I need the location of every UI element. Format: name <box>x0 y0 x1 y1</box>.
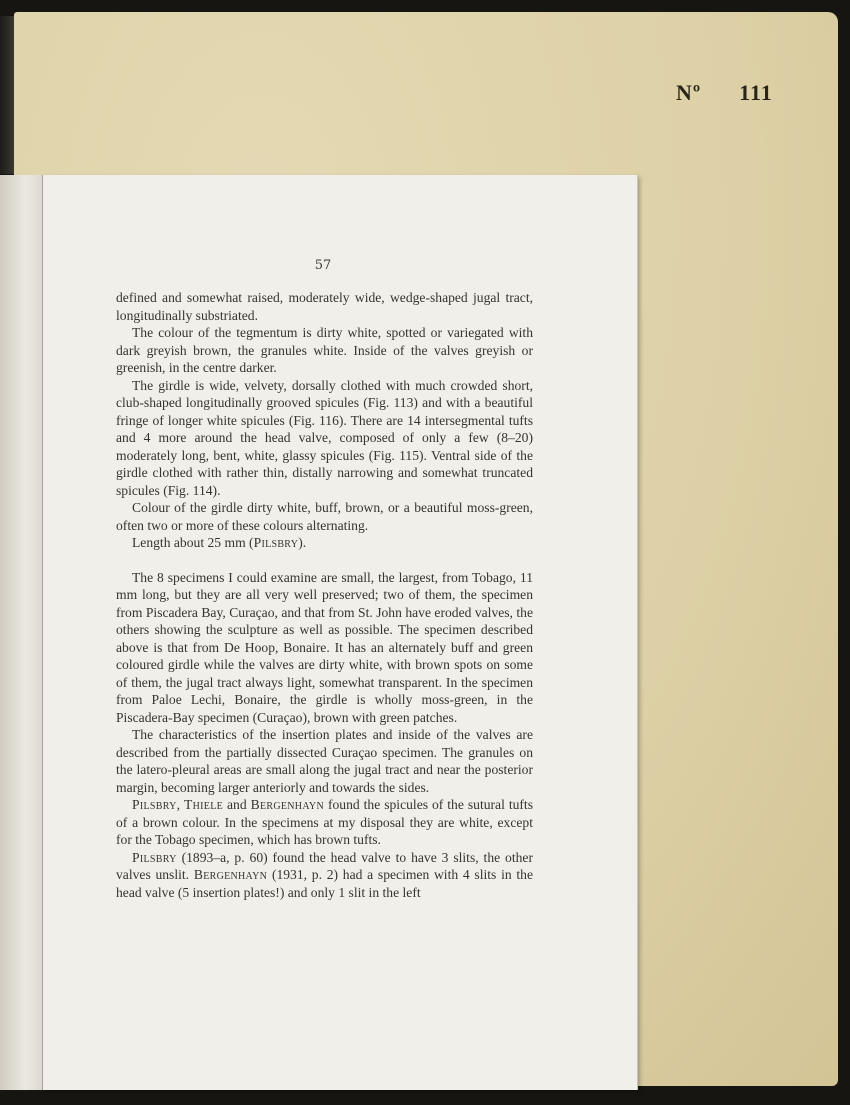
paragraph-text: The 8 specimens I could examine are small, the largest, from Tobago, 11 mm long, but they are all very well preserved; two of them, the specimen from Piscadera Bay, Curaçao, and that from St. John have eroded valves, the others showing the sculpture as well as possible. The specimen described above is that from De Hoop, Bonaire. It has an alternately buff and green coloured girdle while the valves are dirty white, with brown spots on some of them, the jugal tract always light, somewhat transparent. In the specimen from Paloe Lechi, Bonaire, the girdle is wholly moss-green, in the Piscadera-Bay specimen (Curaçao), brown with green patches. <box>116 569 533 725</box>
paragraph-p5 <box>116 534 533 552</box>
paragraph-text: The colour of the tegmentum is dirty white, spotted or variegated with dark greyish brown, the granules white. Inside of the valves greyish or greenish, in the centre darker. <box>116 325 533 375</box>
paragraph-text: found the spicules of the sutural tufts of a brown colour. In the specimens at my disposal they are white, except for the Tobago specimen, which has brown tufts. <box>116 797 533 847</box>
paragraph-text: and <box>223 797 251 812</box>
page-body-text <box>116 289 533 901</box>
paragraph-text: Colour of the girdle dirty white, buff, brown, or a beautiful moss-green, often two or more of these colours alternating. <box>116 500 533 533</box>
paragraph-p9 <box>116 849 533 902</box>
paragraph-p8 <box>116 796 533 849</box>
paragraph-text: ). <box>298 535 307 550</box>
author-name: Bergenhayn <box>193 867 268 882</box>
paragraph-text: , <box>176 797 185 812</box>
author-name: Pilsbry <box>253 535 299 550</box>
cover-number-label <box>676 80 773 106</box>
paragraph-p3 <box>116 377 533 500</box>
paragraph-p2 <box>116 324 533 377</box>
previous-page-edge <box>0 175 43 1090</box>
cover-number-value: 111 <box>739 80 773 105</box>
page-number: 57 <box>314 258 332 273</box>
author-name: Thiele <box>184 797 224 812</box>
paragraph-text: The girdle is wide, velvety, dorsally clothed with much crowded short, club-shaped longitudinally grooved spicules (Fig. 113) and with a beautiful fringe of longer white spicules (Fig. 116). There are 14 intersegmental tufts and 4 more around the head valve, composed of only a few (8–20) moderately long, bent, white, glassy spicules (Fig. 115). Ventral side of the girdle clothed with rather thin, distally narrowing and somewhat truncated spicules (Fig. 114). <box>116 377 533 498</box>
paragraph-p4 <box>116 499 533 534</box>
book-page <box>43 175 637 1090</box>
author-name: Bergenhayn <box>250 797 324 812</box>
paragraph-p1 <box>116 289 533 324</box>
author-name: Pilsbry <box>132 797 177 812</box>
paragraph-text: (1893–a, p. 60) found the head valve to have 3 slits, the other valves unslit. <box>116 849 533 882</box>
paragraph-text: The characteristics of the insertion plates and inside of the valves are described from the partially dissected Curaçao specimen. The granules on the latero-pleural areas are small along the jugal tract and near the posterior margin, becoming larger anteriorly and towards the sides. <box>116 727 533 795</box>
paragraph-p7 <box>116 726 533 796</box>
paragraph-p6 <box>116 569 533 727</box>
paragraph-text: defined and somewhat raised, moderately wide, wedge-shaped jugal tract, longitudinally substriated. <box>116 290 533 323</box>
paragraph-text: (1931, p. 2) had a specimen with 4 slits in the head valve (5 insertion plates!) and only 1 slit in the left <box>116 867 533 900</box>
author-name: Pilsbry <box>132 849 177 865</box>
paragraph-text: Length about 25 mm ( <box>132 535 254 550</box>
cover-number-prefix: Nº <box>676 80 702 105</box>
